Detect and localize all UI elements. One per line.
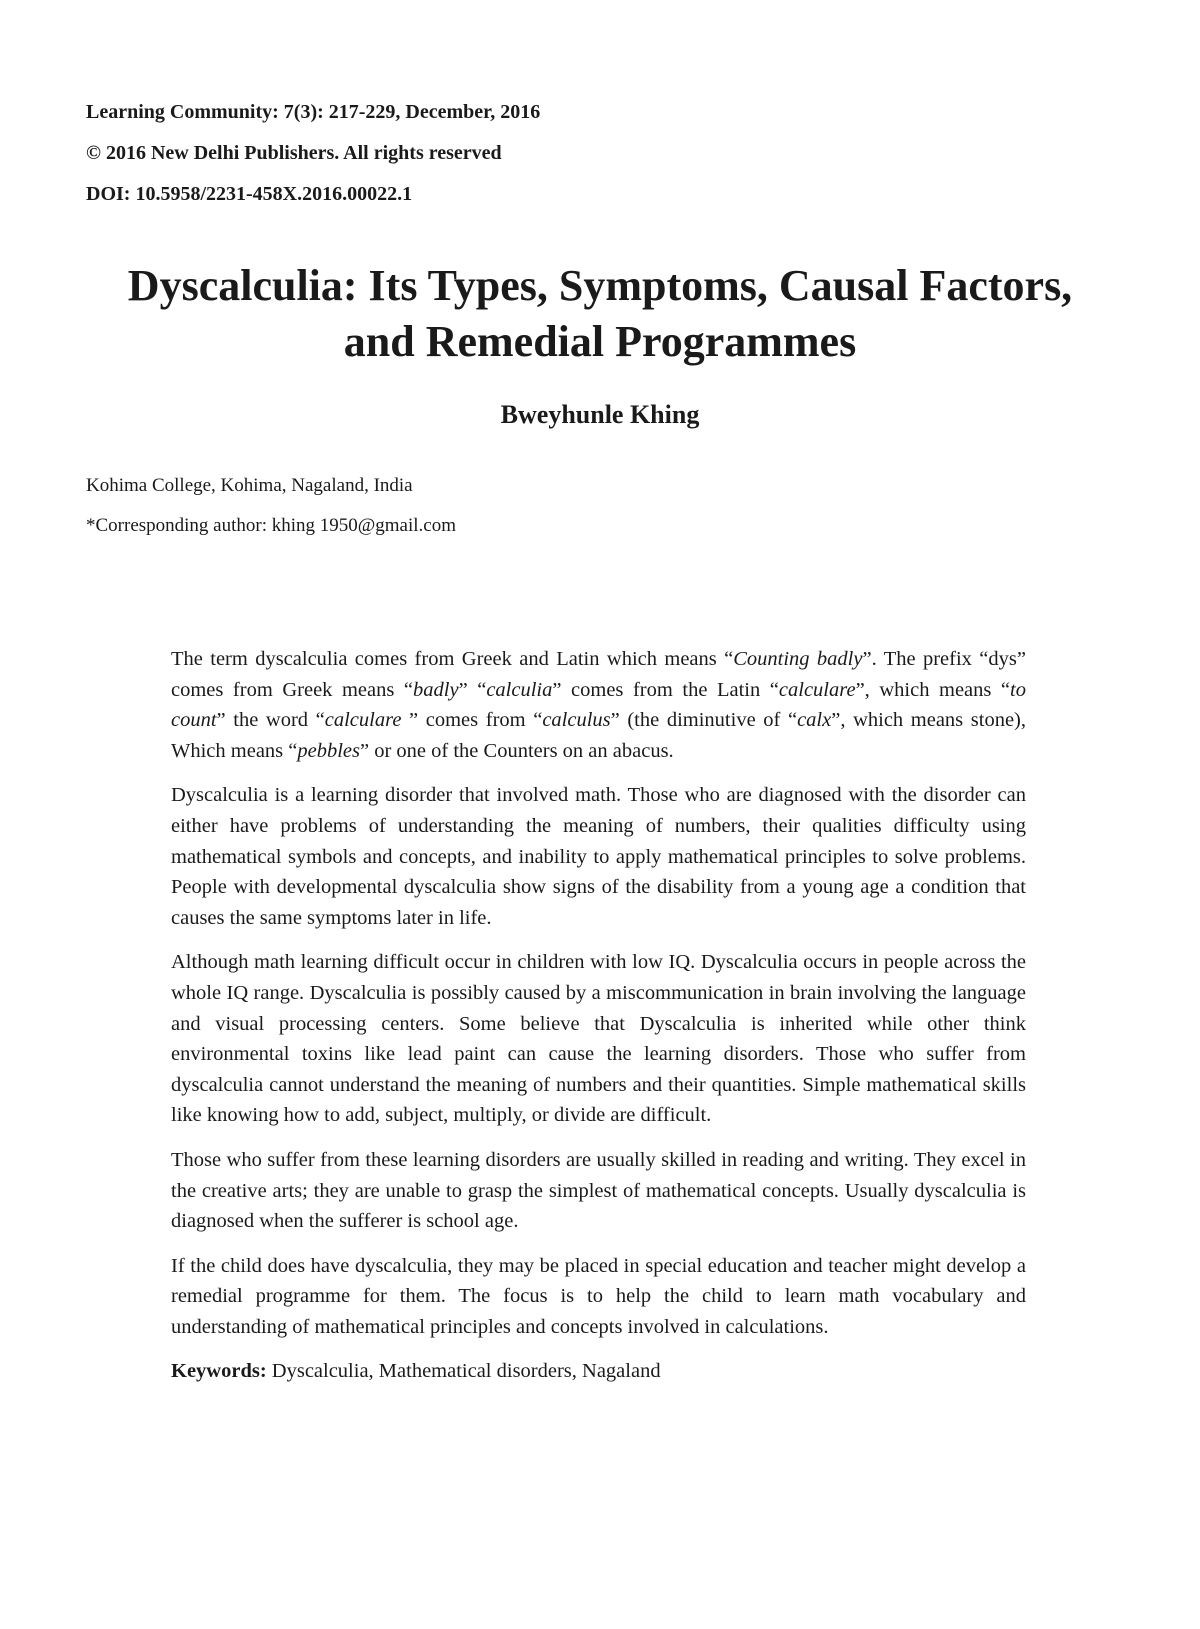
keywords-label: Keywords: — [171, 1360, 267, 1383]
abstract-paragraph-3: Although math learning difficult occur in children with low IQ. Dyscalculia occurs in people across the whole IQ range. Dyscalculia is possibly caused by a miscommunication in brain involving the language and visual processing centers. Some believe that Dyscalculia is inherited while other think environmental toxins like lead paint can cause the learning disorders. Those who suffer from dyscalculia cannot understand the meaning of numbers and their quantities. Simple mathematical skills like knowing how to add, subject, multiply, or divide are difficult. — [171, 951, 1026, 1127]
text-segment: ” the word “ — [216, 709, 325, 732]
text-segment: ”. The prefix “dys” comes from Greek means “ — [171, 648, 1026, 701]
italic-term: calculia — [486, 678, 553, 701]
keywords-value: Dyscalculia, Mathematical disorders, Nagaland — [266, 1360, 661, 1383]
corresponding-author: *Corresponding author: khing 1950@gmail.com — [86, 515, 457, 536]
copyright-notice: © 2016 New Delhi Publishers. All rights reserved — [86, 142, 502, 164]
text-segment: ” “ — [458, 678, 487, 701]
italic-term: calculare — [324, 709, 402, 732]
abstract-paragraph-4: Those who suffer from these learning disorders are usually skilled in reading and writing. They excel in the creative arts; they are unable to grasp the simplest of mathematical concepts. Usually dyscalculia is diagnosed when the sufferer is school age. — [171, 1148, 1026, 1233]
italic-term: calculus — [542, 709, 611, 732]
text-segment: The term dyscalculia comes from Greek and Latin which means “ — [171, 648, 734, 670]
text-segment: ” comes from the Latin “ — [552, 678, 779, 701]
author-name: Bweyhunle Khing — [500, 400, 700, 429]
italic-term: to count — [171, 678, 1026, 732]
abstract-paragraph-2: Dyscalculia is a learning disorder that involved math. Those who are diagnosed with the disorder can either have problems of understanding the meaning of numbers, their qualities difficulty using mathematical symbols and concepts, and inability to apply mathematical principles to solve problems. People with developmental dyscalculia show signs of the disability from a young age a condition that causes the same symptoms later in life. — [171, 784, 1026, 929]
paper-title — [40, 258, 1160, 370]
text-segment: ” (the diminutive of “ — [610, 709, 798, 732]
italic-term: badly — [413, 678, 459, 701]
author-affiliation — [86, 476, 456, 556]
journal-citation: Learning Community: 7(3): 217-229, December, 2016 — [86, 101, 541, 123]
italic-term: pebbles — [297, 739, 360, 762]
keywords — [171, 1356, 1026, 1387]
doi-line: DOI: 10.5958/2231-458X.2016.00022.1 — [86, 183, 413, 205]
abstract-paragraph-5: If the child does have dyscalculia, they may be placed in special education and teacher might develop a remedial programme for them. The focus is to help the child to learn math vocabulary and understanding of mathematical principles and concepts involved in calculations. — [171, 1254, 1026, 1338]
text-segment: ” or one of the Counters on an abacus. — [360, 739, 674, 762]
institution: Kohima College, Kohima, Nagaland, India — [86, 475, 413, 496]
italic-term: calx — [797, 709, 832, 732]
journal-metadata — [86, 102, 540, 225]
abstract-paragraph-1 — [171, 644, 1026, 766]
title-line-2: and Remedial Programmes — [343, 317, 857, 366]
text-segment: ” comes from “ — [401, 709, 543, 732]
title-line-1: Dyscalculia: Its Types, Symptoms, Causal Factors, — [127, 261, 1073, 310]
abstract — [171, 644, 1026, 1387]
text-segment: ”, which means stone), Which means “ — [171, 709, 1026, 762]
text-segment: ”, which means “ — [855, 678, 1011, 701]
italic-term: calculare — [778, 678, 856, 701]
italic-term: Counting badly — [733, 648, 863, 670]
